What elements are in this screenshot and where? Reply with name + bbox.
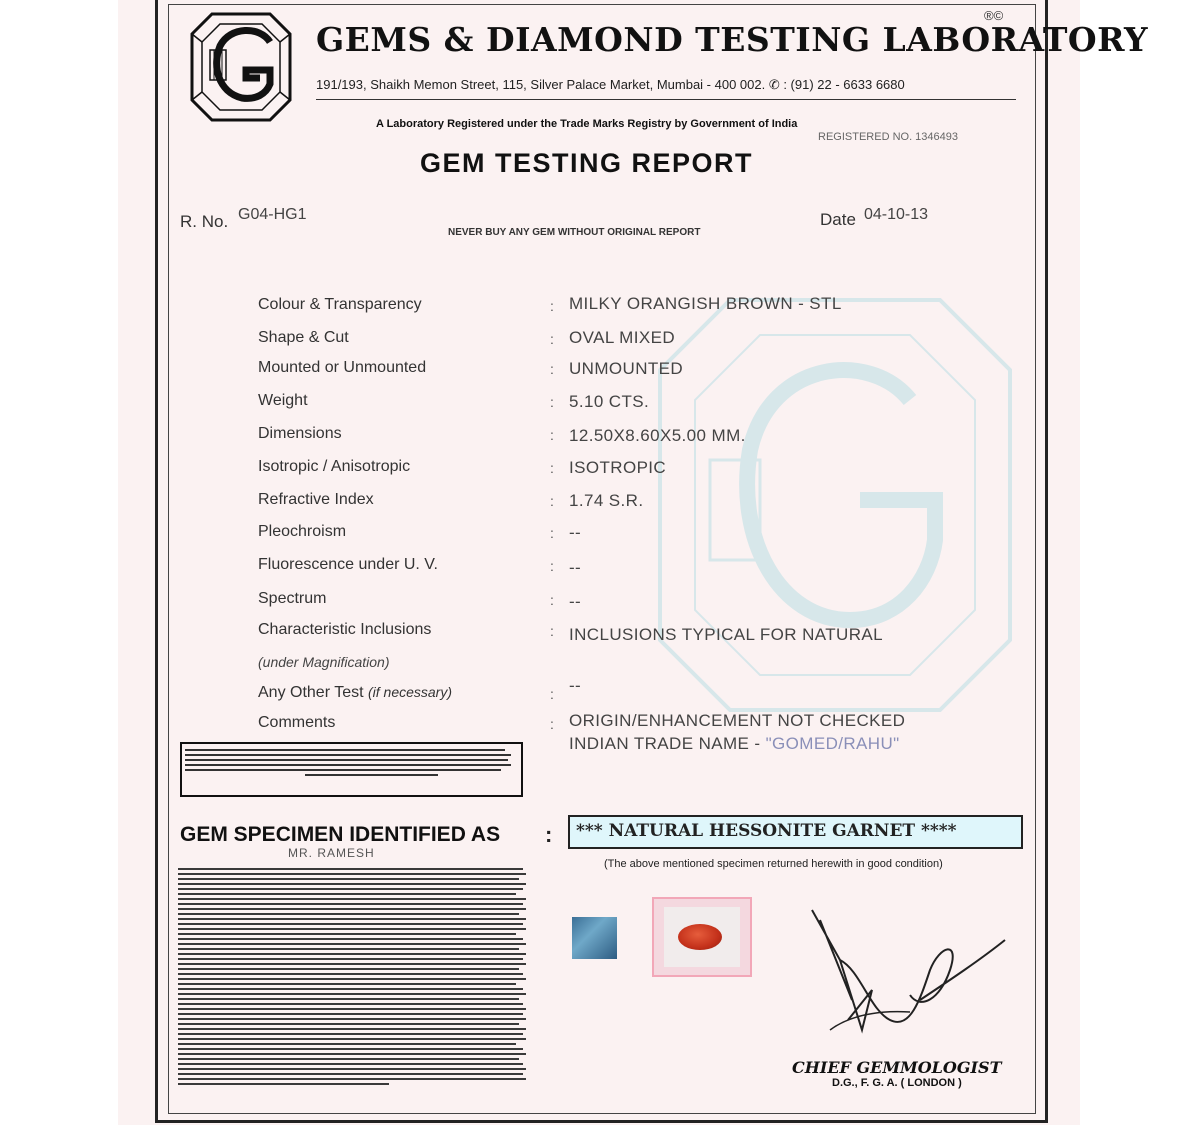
disclaimer-box [180,742,523,797]
pleochroism-value: -- [569,523,582,542]
weight-label: Weight [258,392,308,409]
weight-value: 5.10 CTS. [569,392,650,411]
separator: : [550,686,554,702]
signatory-qualifications: D.G., F. G. A. ( LONDON ) [832,1077,962,1089]
identification-result: *** NATURAL HESSONITE GARNET **** [568,815,1023,849]
spectrum-value: -- [569,592,582,611]
registration-statement: A Laboratory Registered under the Trade Marks Registry by Government of India [376,118,798,130]
hologram-sticker [572,917,617,959]
refractive-index-value: 1.74 S.R. [569,491,644,510]
inclusions-sublabel: (under Magnification) [258,654,390,670]
signatory-title: CHIEF GEMMOLOGIST [792,1058,1002,1077]
fluorescence-label: Fluorescence under U. V. [258,556,438,573]
separator: : [550,558,554,574]
trade-name-value: "GOMED/RAHU" [765,734,900,753]
terms-fine-print [178,868,530,1100]
colour-label: Colour & Transparency [258,296,422,313]
photo-background [664,907,740,967]
signature [800,900,1010,1050]
warning-notice: NEVER BUY ANY GEM WITHOUT ORIGINAL REPORT [448,227,701,238]
other-test-label: Any Other Test (if necessary) [258,684,453,701]
shape-cut-label: Shape & Cut [258,329,349,346]
identified-colon: : [545,822,553,847]
date-value: 04-10-13 [864,206,929,223]
separator: : [550,716,554,732]
other-test-value: -- [569,676,582,695]
report-title: GEM TESTING REPORT [420,148,754,178]
comments-label: Comments [258,714,336,731]
separator: : [550,525,554,541]
identified-as-label: GEM SPECIMEN IDENTIFIED AS [180,823,501,846]
separator: : [550,427,554,443]
registered-mark: ®© [984,8,1004,23]
inclusions-value: INCLUSIONS TYPICAL FOR NATURAL [569,625,883,644]
isotropic-value: ISOTROPIC [569,458,667,477]
lab-address: 191/193, Shaikh Memon Street, 115, Silver Palace Market, Mumbai - 400 002. ✆ : (91) 22 - 6633 6680 [316,77,905,92]
inclusions-label: Characteristic Inclusions [258,621,432,638]
report-number-value: G04-HG1 [238,206,307,223]
mounted-label: Mounted or Unmounted [258,359,427,376]
lab-name: GEMS & DIAMOND TESTING LABORATORY [316,20,1149,59]
separator: : [550,623,554,639]
report-number-label: R. No. [180,212,229,231]
shape-cut-value: OVAL MIXED [569,328,676,347]
gem-logo-icon [190,12,292,122]
separator: : [550,592,554,608]
separator: : [550,460,554,476]
separator: : [550,493,554,509]
dimensions-label: Dimensions [258,425,342,442]
comments-value: ORIGIN/ENHANCEMENT NOT CHECKED [569,711,906,730]
watermark-gem-icon [650,290,1020,720]
specimen-photo [652,897,752,977]
fluorescence-value: -- [569,558,582,577]
spectrum-label: Spectrum [258,590,327,607]
separator: : [550,298,554,314]
separator: : [550,394,554,410]
dimensions-value: 12.50X8.60X5.00 MM. [569,426,746,445]
returned-note: (The above mentioned specimen returned herewith in good condition) [604,858,943,870]
refractive-index-label: Refractive Index [258,491,374,508]
separator: : [550,331,554,347]
registration-number: REGISTERED NO. 1346493 [818,131,959,143]
divider [316,99,1016,100]
separator: : [550,361,554,377]
other-test-note: (if necessary) [367,684,453,700]
isotropic-label: Isotropic / Anisotropic [258,458,411,475]
oval-gemstone-icon [678,924,722,950]
pleochroism-label: Pleochroism [258,523,347,540]
mounted-value: UNMOUNTED [569,359,684,378]
date-label: Date [820,210,856,229]
customer-name: MR. RAMESH [288,846,375,860]
trade-name-line: INDIAN TRADE NAME - "GOMED/RAHU" [569,734,900,753]
colour-value: MILKY ORANGISH BROWN - STL [569,294,842,313]
